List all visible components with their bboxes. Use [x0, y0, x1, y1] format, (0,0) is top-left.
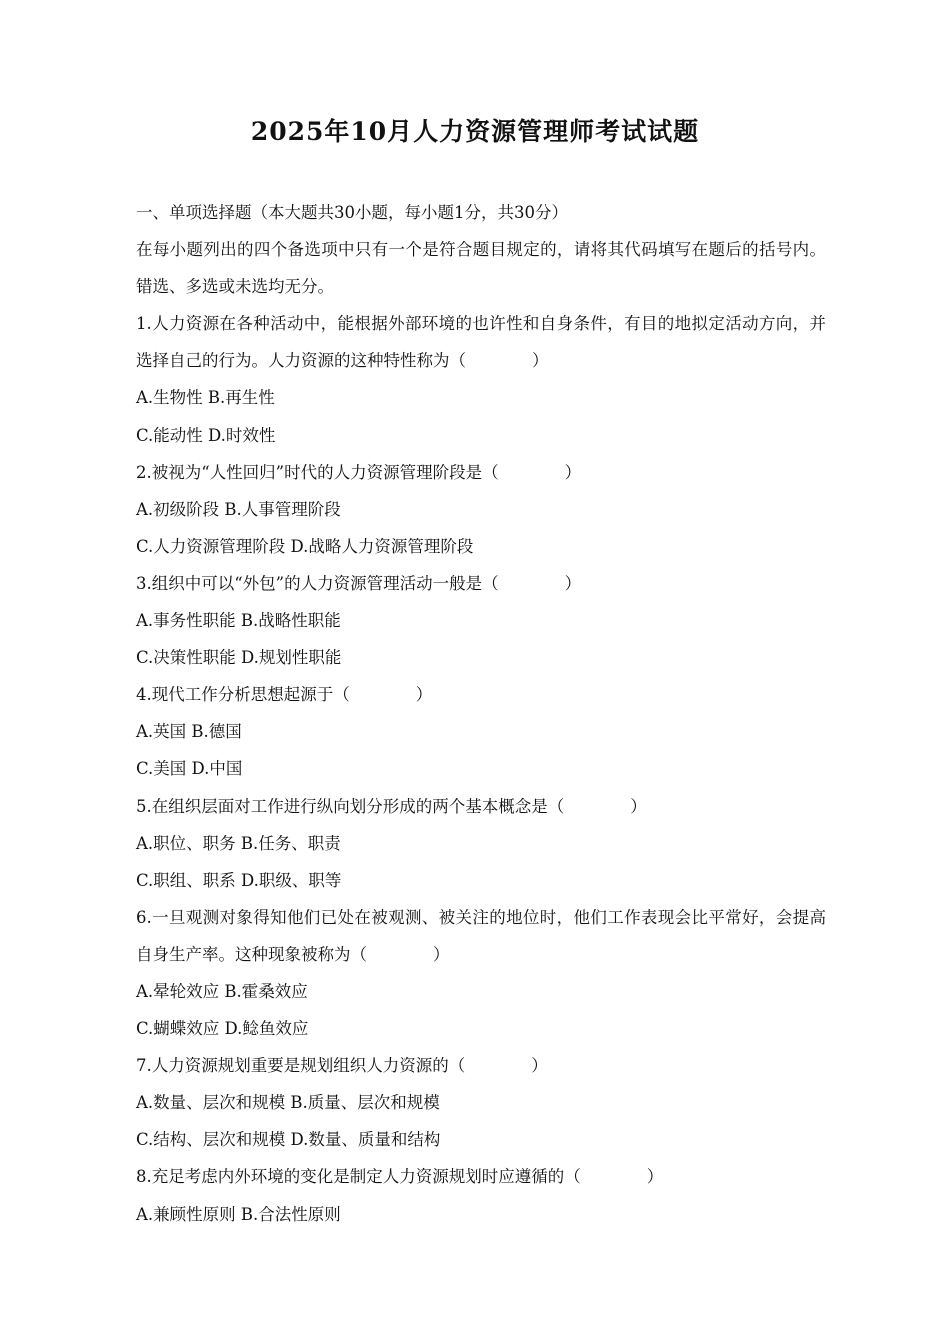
question-4: [136, 676, 826, 787]
question-option-line: C.蝴蝶效应 D.鲶鱼效应: [136, 1019, 309, 1039]
question-3: [136, 565, 826, 676]
question-option-line: A.生物性 B.再生性: [136, 388, 275, 408]
question-option-line: A.英国 B.德国: [136, 722, 242, 742]
question-stem: 5.在组织层面对工作进行纵向划分形成的两个基本概念是（ ）: [136, 796, 647, 816]
question-option-line: C.决策性职能 D.规划性职能: [136, 648, 342, 668]
question-7: [136, 1047, 826, 1158]
instructions-paragraph: 在每小题列出的四个备选项中只有一个是符合题目规定的，请将其代码填写在题后的括号内。错选、多选或未选均无分。: [136, 240, 826, 297]
question-stem: 1.人力资源在各种活动中，能根据外部环境的也许性和自身条件，有目的地拟定活动方向，并选择自己的行为。人力资源的这种特性称为（ ）: [136, 314, 826, 371]
question-option-line: A.事务性职能 B.战略性职能: [136, 611, 341, 631]
question-option-line: C.结构、层次和规模 D.数量、质量和结构: [136, 1130, 441, 1150]
question-stem: 4.现代工作分析思想起源于（ ）: [136, 685, 433, 705]
question-2: [136, 454, 826, 565]
document-title: 2025年10月人力资源管理师考试试题: [250, 117, 700, 146]
question-6: [136, 899, 826, 1047]
question-8: [136, 1158, 826, 1232]
question-option-line: A.初级阶段 B.人事管理阶段: [136, 499, 341, 519]
question-stem: 8.充足考虑内外环境的变化是制定人力资源规划时应遵循的（ ）: [136, 1167, 664, 1187]
question-option-line: A.数量、层次和规模 B.质量、层次和规模: [136, 1093, 440, 1113]
question-option-line: C.能动性 D.时效性: [136, 425, 276, 445]
question-stem: 7.人力资源规划重要是规划组织人力资源的（ ）: [136, 1056, 548, 1076]
question-option-line: A.职位、职务 B.任务、职责: [136, 833, 341, 853]
section-heading: 一、单项选择题（本大题共30小题，每小题1分，共30分）: [136, 203, 568, 222]
question-1: [136, 305, 826, 453]
question-stem: 2.被视为“人性回归”时代的人力资源管理阶段是（ ）: [136, 462, 582, 482]
question-option-line: A.晕轮效应 B.霍桑效应: [136, 981, 308, 1001]
question-option-line: C.职组、职系 D.职级、职等: [136, 870, 342, 890]
question-option-line: C.美国 D.中国: [136, 759, 243, 779]
question-option-line: A.兼顾性原则 B.合法性原则: [136, 1204, 341, 1224]
question-stem: 6.一旦观测对象得知他们已处在被观测、被关注的地位时，他们工作表现会比平常好，会提高自身生产率。这种现象被称为（ ）: [136, 907, 826, 964]
question-5: [136, 788, 826, 899]
question-option-line: C.人力资源管理阶段 D.战略人力资源管理阶段: [136, 536, 474, 556]
document-body: [136, 194, 826, 1233]
question-stem: 3.组织中可以“外包”的人力资源管理活动一般是（ ）: [136, 573, 582, 593]
